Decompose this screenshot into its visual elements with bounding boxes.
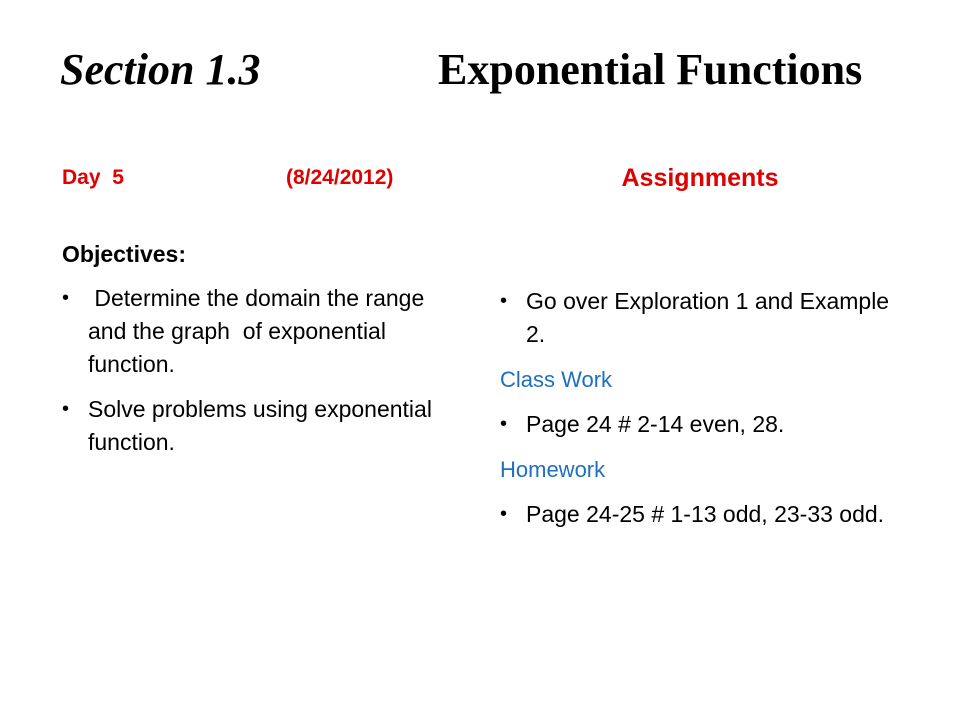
slide-title bbox=[60, 40, 920, 110]
objective-text: Determine the domain the range and the graph of exponential function. bbox=[88, 285, 431, 377]
bullet-icon: • bbox=[500, 413, 508, 435]
list-item bbox=[62, 282, 462, 381]
class-work-label: Class Work bbox=[500, 367, 613, 392]
homework-text: Page 24-25 # 1-13 odd, 23-33 odd. bbox=[526, 501, 885, 527]
bullet-icon: • bbox=[500, 290, 508, 312]
class-work-text: Page 24 # 2-14 even, 28. bbox=[526, 411, 785, 437]
date-label: (8/24/2012) bbox=[286, 166, 394, 189]
section-topic: Exponential Functions bbox=[438, 45, 863, 94]
objectives-list bbox=[62, 282, 462, 459]
list-item bbox=[62, 393, 462, 459]
bullet-icon: • bbox=[62, 398, 70, 420]
assignments-heading: Assignments bbox=[621, 164, 779, 192]
section-number: Section 1.3 bbox=[60, 45, 261, 94]
class-work-list bbox=[500, 408, 900, 441]
objective-text: Solve problems using exponential function. bbox=[88, 396, 432, 455]
homework-list bbox=[500, 498, 900, 531]
assignments-list bbox=[500, 285, 900, 351]
objectives-heading: Objectives: bbox=[62, 241, 186, 267]
list-item bbox=[500, 285, 900, 351]
bullet-icon: • bbox=[62, 287, 70, 309]
day-date-line bbox=[62, 163, 452, 193]
list-item bbox=[500, 408, 900, 441]
list-item bbox=[500, 498, 900, 531]
bullet-icon: • bbox=[500, 503, 508, 525]
homework-label: Homework bbox=[500, 457, 606, 482]
day-label: Day 5 bbox=[62, 166, 124, 189]
assignments-column bbox=[500, 285, 900, 543]
objectives-column bbox=[62, 236, 462, 471]
assignment-text: Go over Exploration 1 and Example 2. bbox=[526, 288, 890, 347]
